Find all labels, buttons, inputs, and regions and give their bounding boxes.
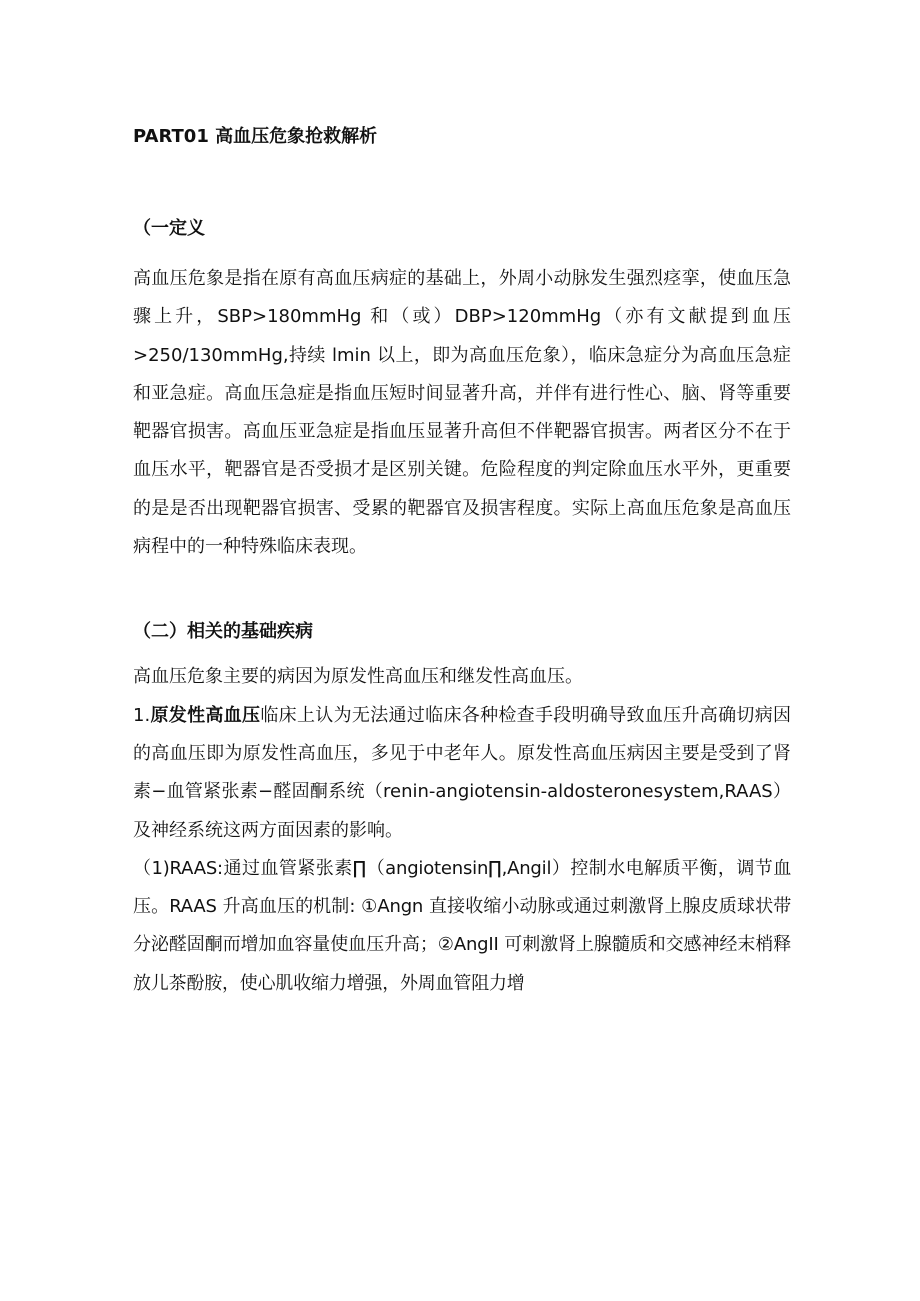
primary-hypertension-text: 临床上认为无法通过临床各种检查手段明确导致血压升高确切病因的高血压即为原发性高血压，多见于中老年人。原发性高血压病因主要是受到了肾素−血管紧张素−醛固酮系统（renin-angiotensin-aldosteronesystem,RAAS）及神经系统这两方面因素的影响。 [133,704,792,841]
section-heading-definition: （一定义 [133,218,205,239]
paragraph-definition: 高血压危象是指在原有高血压病症的基础上，外周小动脉发生强烈痉挛，使血压急骤上升，SBP>180mmHg 和（或）DBP>120mmHg（亦有文献提到血压>250/130mmHg,持续 lmin 以上，即为高血压危象），临床急症分为高血压急症和亚急症。高血压急症是指血压短时间显著升高，并伴有进行性心、脑、肾等重要靶器官损害。高血压亚急症是指血压显著升高但不伴靶器官损害。两者区分不在于血压水平，靶器官是否受损才是区别关键。危险程度的判定除血压水平外，更重要的是是否出现靶器官损害、受累的靶器官及损害程度。实际上高血压危象是高血压病程中的一种特殊临床表现。 [133,268,791,558]
paragraph-causes-intro: 高血压危象主要的病因为原发性高血压和继发性高血压。 [133,666,583,688]
document-body [133,122,791,1003]
item-number: 1. [133,704,151,726]
section-heading-related-diseases: （二）相关的基础疾病 [133,621,313,643]
paragraph-raas: （1)RAAS:通过血管紧张素∏（angiotensin∏,Angil）控制水电解质平衡，调节血压。RAAS 升高血压的机制: ①Angn 直接收缩小动脉或通过刺激肾上腺皮质球状带分泌醛固酮而增加血容量使血压升高；②AngII 可刺激肾上腺髓质和交感神经末梢释放儿茶酚胺，使心肌收缩力增强，外周血管阻力增 [133,857,791,994]
term-primary-hypertension: 原发性高血压 [150,704,261,726]
paragraph-primary-hypertension [133,697,791,850]
document-title: PART01 高血压危象抢救解析 [133,126,378,147]
